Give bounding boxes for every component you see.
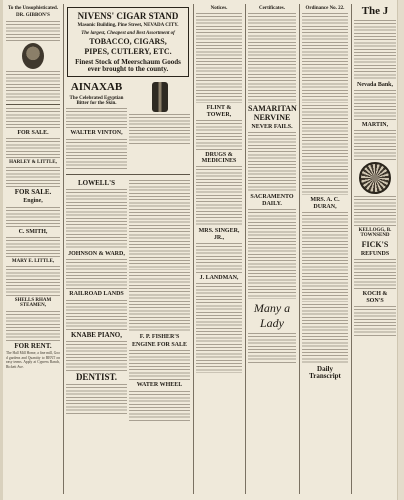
fisher-title: F. P. FISHER'S xyxy=(139,333,180,340)
column-1 xyxy=(4,4,62,494)
landman: J. LANDMAN, xyxy=(199,275,239,282)
scan-edge-right xyxy=(397,0,404,500)
johnson-ward: JOHNSON & WARD, xyxy=(68,251,125,258)
walter-vinton: WALTER VINTON, xyxy=(70,130,123,137)
text-block xyxy=(6,108,60,128)
portrait-engraving xyxy=(22,43,44,69)
column-3 xyxy=(194,4,244,494)
column-4 xyxy=(246,4,298,494)
nevada-bank: Nevada Bank, xyxy=(356,81,393,88)
aina-sub: The Celebrated Egyptian Bitter for the Skin. xyxy=(69,95,124,107)
nivens-title: NIVENS' CIGAR STAND xyxy=(77,11,179,21)
column-6 xyxy=(352,4,398,494)
col1-for-rent: FOR RENT. xyxy=(14,341,52,350)
refunds: REFUNDS xyxy=(360,251,390,258)
col1-top-title: To the Unsophisticated. xyxy=(8,6,58,11)
flint-tower: FLINT & TOWER, xyxy=(206,105,232,118)
col1-harley: HARLEY & LITTLE, xyxy=(9,159,57,165)
dentist-title: DENTIST. xyxy=(75,372,118,383)
col3-heading: Notices. xyxy=(210,6,228,11)
drugs-medicines: DRUGS & MEDICINES xyxy=(201,151,237,165)
col1-mary: MARY E. LITTLE, xyxy=(11,258,55,264)
never-fails: NEVER FAILS. xyxy=(251,124,293,131)
nivens-pipes: PIPES, CUTLERY, ETC. xyxy=(84,47,172,57)
samaritan-nervine: SAMARITAN NERVINE xyxy=(248,104,297,122)
text-block xyxy=(6,207,60,227)
nivens-finest: Finest Stock of Meerschaum Goods ever brought to the county. xyxy=(75,57,181,74)
text-block xyxy=(6,21,60,41)
text-block xyxy=(6,237,60,257)
martin: MARTIN, xyxy=(361,121,389,128)
column-5 xyxy=(300,4,350,494)
many-a-lady: Many a Lady xyxy=(253,300,291,330)
col4-heading: Certificates. xyxy=(259,6,285,11)
aina-title: AINAXAB xyxy=(70,81,123,94)
col5-heading: Ordinance No. 22. xyxy=(305,6,345,11)
col1-doctor: DR. GIBBON'S xyxy=(16,13,50,19)
col1-for-sale-2: FOR SALE. xyxy=(14,188,52,197)
nivens-line: The largest, Cheapest and Best Assortment of xyxy=(81,30,175,36)
ficks: FICK'S xyxy=(361,239,389,249)
mrs-singer: MRS. SINGER, JR., xyxy=(198,228,240,241)
text-block xyxy=(6,311,60,341)
sacramento-daily: SACRAMENTO DAILY. xyxy=(250,194,294,207)
seal-emblem xyxy=(359,162,391,194)
daily-transcript: Daily Transcript xyxy=(309,364,341,381)
text-block xyxy=(6,266,60,296)
koch-son: KOCH & SON'S xyxy=(362,291,388,304)
col1-for-sale-1: FOR SALE. xyxy=(17,129,49,136)
column-2 xyxy=(64,4,192,494)
nivens-sub: Masonic Building, Pine Street, NEVADA CITY. xyxy=(77,23,179,29)
col1-engine: Engine, xyxy=(23,198,43,205)
text-block xyxy=(6,167,60,187)
col6-title: The J xyxy=(361,5,389,17)
engine-sale: ENGINE FOR SALE xyxy=(131,342,187,349)
lowell-title: LOWELL'S xyxy=(78,178,115,187)
text-block xyxy=(6,71,60,101)
cigar-icon xyxy=(152,82,168,112)
col1-shells: SHELLS RHAM STEAMEN, xyxy=(14,298,52,309)
mrs-duran: MRS. A. C. DURAN, xyxy=(310,197,340,210)
railroad-lands: RAILROAD LANDS xyxy=(69,291,124,298)
col1-rent-text: The Hall Mill Home, a fine mill, Good gardens and Quantity to RENT on easy terms. Apply at Cypress Ranch, Rickett Ave. xyxy=(6,351,60,369)
water-wheel: WATER WHEEL xyxy=(136,382,183,389)
col1-smith: C. SMITH, xyxy=(18,228,48,235)
kellogg: KELLOGG, B. TOWNSEND xyxy=(358,228,392,239)
scan-edge-left xyxy=(0,0,3,500)
knabe-piano: KNABE PIANO, xyxy=(71,330,122,339)
nivens-tobacco: TOBACCO, CIGARS, xyxy=(89,36,167,46)
text-block xyxy=(6,138,60,158)
nivens-ad xyxy=(67,7,189,77)
